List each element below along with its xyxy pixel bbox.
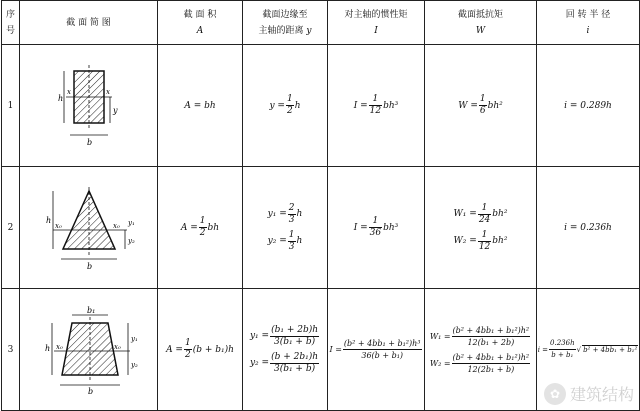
- fraction: [452, 352, 531, 375]
- numerator: (b² + 4bb₁ + b₁²)h²: [452, 352, 530, 362]
- header-area: [158, 1, 243, 45]
- formula-rhs: (b + b₁)h: [192, 344, 234, 355]
- formula-inertia: [354, 94, 399, 117]
- header-inertia-symbol: I: [374, 25, 378, 36]
- formula-radius: [538, 338, 639, 361]
- cell-inertia: [328, 289, 425, 411]
- formula-inertia: [354, 216, 399, 239]
- header-modulus-label: 截面抵抗矩: [457, 9, 503, 20]
- formula-rhs: h: [294, 100, 301, 111]
- watermark: [544, 382, 634, 405]
- label-y: y: [112, 105, 118, 115]
- formula-lhs: W₂ =: [453, 236, 477, 246]
- cell-modulus: [425, 167, 537, 289]
- formula-area: [166, 338, 234, 361]
- formula-lhs: W =: [458, 100, 478, 111]
- fraction: [199, 216, 207, 239]
- denominator: 12(2b₁ + b): [467, 364, 515, 374]
- trapezoid-section-diagram: [34, 305, 144, 395]
- diagram-rectangle: [20, 45, 158, 167]
- formula-w2: [454, 230, 508, 253]
- formula-y: [269, 94, 300, 117]
- formula-rhs: bh³: [383, 100, 399, 111]
- formula-lhs: y =: [269, 100, 285, 111]
- header-distance-line1: 截面边缘至: [262, 9, 308, 20]
- label-b1: b₁: [86, 305, 95, 315]
- denominator: 3: [288, 241, 295, 252]
- numerator: (b² + 4bb₁ + b₁²)h²: [452, 325, 530, 335]
- formula-lhs: A =: [166, 344, 183, 355]
- formula-lhs: y₁ =: [267, 209, 287, 219]
- header-inertia: [328, 1, 425, 45]
- label-b: b: [87, 386, 93, 395]
- header-distance-line2: 主轴的距离: [258, 25, 304, 36]
- fraction: [288, 203, 296, 226]
- denominator: 12: [478, 241, 491, 252]
- numerator: 1: [478, 230, 491, 242]
- fraction: [343, 338, 422, 361]
- watermark-text: 建筑结构: [569, 385, 634, 404]
- denominator: 3(b₁ + b): [273, 363, 316, 374]
- header-area-symbol: A: [196, 25, 204, 36]
- label-x0-left: x₀: [54, 221, 62, 230]
- formula-radius: i = 0.236h: [564, 222, 612, 233]
- header-modulus: [425, 1, 537, 45]
- formula-modulus: [458, 94, 503, 117]
- diagram-triangle: [20, 167, 158, 289]
- header-radius-label: 回 转 半 径: [565, 9, 611, 20]
- denominator: 12: [369, 106, 382, 116]
- header-distance: [243, 1, 328, 45]
- denominator: 3: [288, 214, 295, 225]
- formula-lhs: A =: [180, 222, 198, 233]
- numerator: 1: [478, 203, 491, 215]
- formula-area: [181, 216, 219, 239]
- header-inertia-label: 对主轴的惯性矩: [344, 9, 408, 20]
- table-row: [2, 45, 640, 167]
- header-distance-symbol: y: [306, 25, 312, 36]
- cell-inertia: [328, 167, 425, 289]
- sqrt-sign-icon: √: [576, 345, 582, 354]
- modulus-stack: [425, 203, 536, 253]
- denominator: 12(b₁ + 2b): [467, 337, 515, 347]
- numerator: 1: [184, 338, 191, 348]
- denominator: 2: [199, 228, 206, 238]
- formula-w1: [454, 203, 508, 226]
- formula-radius: i = 0.289h: [564, 100, 612, 111]
- label-h: h: [44, 343, 50, 353]
- numerator: 1: [369, 216, 382, 228]
- header-area-label: 截 面 积: [183, 9, 217, 20]
- formula-rhs: bh²: [492, 209, 508, 219]
- header-diagram: 截 面 简 图: [20, 1, 158, 45]
- formula-lhs: W₁ =: [453, 209, 477, 219]
- numerator: 1: [369, 94, 382, 106]
- numerator: 2: [288, 202, 295, 213]
- fraction: [184, 338, 192, 361]
- denominator: 36: [369, 228, 382, 238]
- label-h: h: [45, 215, 51, 225]
- formula-rhs: bh²: [487, 100, 503, 111]
- formula-lhs: y₁ =: [249, 331, 270, 341]
- wechat-logo-icon: ✿: [544, 383, 566, 405]
- label-x0-right: x₀: [112, 221, 120, 230]
- cell-radius: [537, 167, 640, 289]
- fraction: [369, 216, 382, 239]
- fraction: [452, 325, 531, 348]
- cell-modulus: [425, 289, 537, 411]
- fraction: [369, 94, 382, 117]
- formula-lhs: y₂ =: [249, 358, 270, 368]
- header-radius-symbol: i: [586, 25, 590, 36]
- formula-lhs: W₂ =: [429, 358, 451, 368]
- cell-modulus: [425, 45, 537, 167]
- distance-stack: [243, 203, 327, 253]
- formula-lhs: y₂ =: [267, 236, 287, 246]
- label-x-left: x: [66, 87, 71, 96]
- formula-rhs: bh: [207, 222, 220, 233]
- formula-rhs: bh³: [383, 222, 399, 233]
- denominator: 24: [478, 214, 491, 225]
- label-y2: y₂: [127, 236, 135, 245]
- row-index: 3: [2, 289, 20, 411]
- fraction: [478, 230, 491, 253]
- fraction: [478, 203, 491, 226]
- denominator: 2: [184, 350, 191, 360]
- label-b: b: [86, 261, 92, 271]
- header-radius: [537, 1, 640, 45]
- cell-distance: [243, 45, 328, 167]
- row-index: 1: [2, 45, 20, 167]
- label-y2: y₂: [130, 360, 138, 369]
- table-row: [2, 167, 640, 289]
- cell-radius: [537, 45, 640, 167]
- numerator: 1: [199, 216, 206, 226]
- formula-lhs: I =: [353, 100, 368, 111]
- formula-y1: [268, 203, 303, 226]
- formula-rhs: bh²: [492, 236, 508, 246]
- formula-w1: [430, 325, 531, 348]
- cell-inertia: [328, 45, 425, 167]
- numerator: (b² + 4bb₁ + b₁²)h³: [343, 339, 421, 348]
- header-row: [2, 1, 640, 45]
- label-b: b: [86, 137, 92, 147]
- fraction: [270, 325, 319, 348]
- modulus-stack: [425, 325, 536, 375]
- radicand: b² + 4bb₁ + b₁²: [583, 346, 638, 354]
- denominator: 6: [479, 106, 486, 116]
- cell-area: [158, 289, 243, 411]
- diagram-trapezoid: [20, 289, 158, 411]
- denominator: 36(b + b₁): [361, 351, 404, 360]
- formula-rhs: h: [296, 236, 303, 246]
- rectangle-section-diagram: [44, 63, 134, 149]
- numerator: 1: [479, 94, 486, 104]
- numerator: (b₁ + 2b)h: [271, 324, 319, 335]
- fraction: [288, 230, 296, 253]
- header-modulus-symbol: W: [475, 25, 486, 36]
- denominator: b + b₁: [551, 351, 574, 359]
- label-x0-left: x₀: [55, 342, 63, 351]
- denominator: 2: [286, 106, 293, 116]
- fraction: [549, 338, 576, 361]
- label-x-right: x: [105, 87, 110, 96]
- cell-area: [158, 167, 243, 289]
- cell-distance: [243, 289, 328, 411]
- formula-lhs: I =: [353, 222, 368, 233]
- label-h: h: [57, 93, 63, 103]
- formula-y2: [250, 352, 320, 375]
- formula-y1: [250, 325, 320, 348]
- formula-rhs: h: [296, 209, 303, 219]
- label-x0-right: x₀: [113, 342, 121, 351]
- fraction: [270, 352, 319, 375]
- label-y1: y₁: [127, 218, 135, 227]
- formula-w2: [430, 352, 531, 375]
- numerator: 1: [288, 229, 295, 240]
- formula-y2: [268, 230, 303, 253]
- cell-distance: [243, 167, 328, 289]
- fraction: [479, 94, 487, 117]
- fraction: [286, 94, 294, 117]
- section-properties-table: [1, 0, 640, 411]
- triangle-section-diagram: [39, 185, 139, 271]
- row-index: 2: [2, 167, 20, 289]
- header-index: 序号: [2, 1, 20, 45]
- label-y1: y₁: [130, 334, 138, 343]
- formula-lhs: W₁ =: [429, 331, 451, 341]
- formula-lhs: i =: [537, 345, 549, 354]
- numerator: 1: [286, 94, 293, 104]
- denominator: 3(b₁ + b): [273, 336, 316, 347]
- numerator: 0.236h: [549, 338, 576, 350]
- formula-area: A = bh: [184, 100, 216, 111]
- distance-stack: [243, 325, 327, 375]
- formula-inertia: [330, 338, 423, 361]
- formula-lhs: I =: [329, 345, 342, 354]
- cell-area: [158, 45, 243, 167]
- numerator: (b + 2b₁)h: [271, 351, 319, 362]
